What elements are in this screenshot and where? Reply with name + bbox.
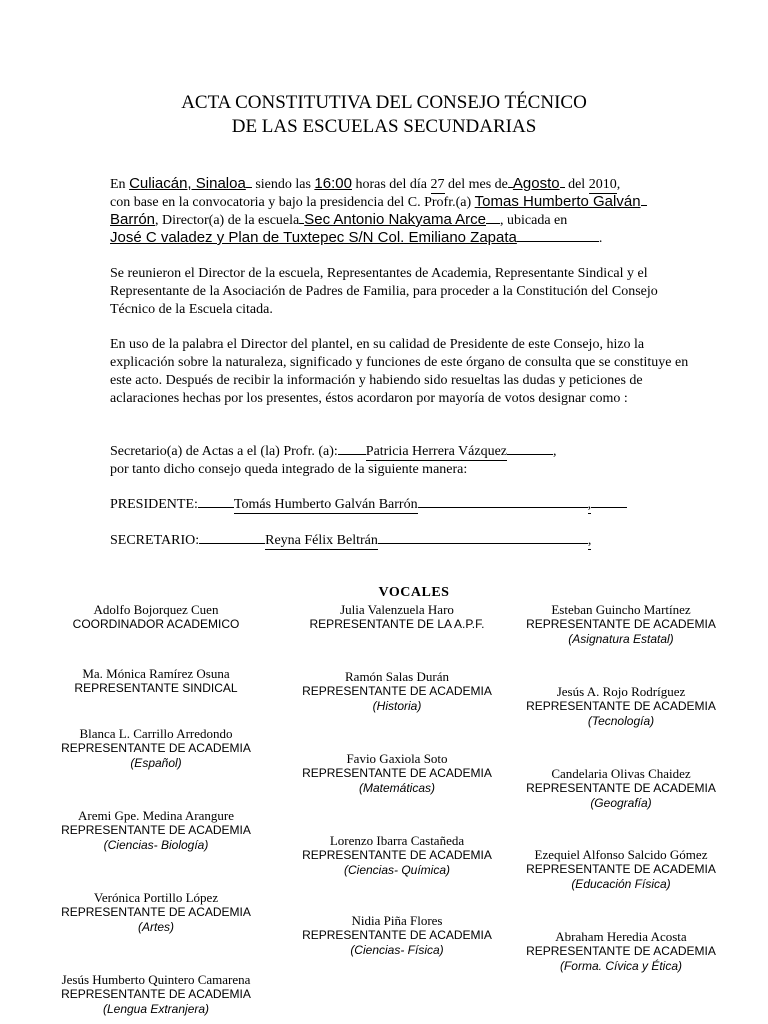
vocal-area: (Ciencias- Biología) — [103, 838, 209, 852]
blank — [378, 543, 588, 544]
vocal-area: (Matemáticas) — [358, 781, 435, 795]
vocal-area: (Ciencias- Química) — [343, 863, 451, 877]
intro-text: del — [564, 177, 589, 192]
vocal-entry — [282, 751, 512, 796]
blank — [418, 507, 588, 508]
vocal-entry — [506, 602, 736, 647]
vocal-entry — [282, 669, 512, 714]
vocal-entry — [41, 808, 271, 853]
paragraph-explicacion: En uso de la palabra el Director del plantel, en su calidad de Presidente de este Consejo, hizo la explicación sobre la naturaleza, significado y funciones de este órgano de consulta que se constituye en este acto. Después de recibir la información y habiendo sido resueltas las dudas y peticiones de aclaraciones hechas por los presentes, éstos acordaron por mayoría de votos designar como : — [110, 337, 689, 406]
presidente-label: PRESIDENTE: — [110, 497, 198, 512]
vocal-role: REPRESENTANTE DE ACADEMIA — [526, 862, 716, 876]
vocal-name: Candelaria Olivas Chaidez — [551, 766, 691, 781]
vocal-entry — [41, 890, 271, 935]
vocal-entry — [506, 847, 736, 892]
secretario-line — [110, 533, 591, 550]
document-title-line2: DE LAS ESCUELAS SECUNDARIAS — [231, 116, 537, 137]
vocal-name: Abraham Heredia Acosta — [555, 929, 687, 944]
punctuation: , — [587, 533, 592, 548]
secretario-label: SECRETARIO: — [110, 533, 200, 548]
punctuation: , — [553, 444, 557, 459]
blank — [591, 507, 627, 508]
blank — [338, 454, 366, 455]
vocal-name: Esteban Guincho Martínez — [551, 602, 691, 617]
intro-text: , Director(a) de la escuela — [155, 213, 300, 228]
time-field: 16:00 — [314, 175, 352, 192]
vocal-name: Julia Valenzuela Haro — [340, 602, 454, 617]
intro-text: horas del día — [351, 177, 431, 192]
intro-text: del mes de — [444, 177, 508, 192]
vocal-role: REPRESENTANTE DE ACADEMIA — [61, 905, 251, 919]
vocal-entry — [282, 913, 512, 958]
vocal-area: (Educación Física) — [571, 877, 671, 891]
presidente-name: Tomás Humberto Galván Barrón — [233, 497, 418, 512]
vocal-name: Nidia Piña Flores — [351, 913, 443, 928]
intro-text: , — [616, 177, 621, 192]
vocal-role: REPRESENTANTE DE ACADEMIA — [61, 823, 251, 837]
vocal-area: (Tecnología) — [587, 714, 655, 728]
school-field: Sec Antonio Nakyama Arce — [304, 211, 486, 228]
vocal-entry — [506, 684, 736, 729]
vocal-name: Blanca L. Carrillo Arredondo — [79, 726, 233, 741]
vocal-role: REPRESENTANTE DE ACADEMIA — [302, 684, 492, 698]
secretario-name: Reyna Félix Beltrán — [265, 533, 378, 548]
integrado-line: por tanto dicho consejo queda integrado de la siguiente manera: — [110, 462, 468, 477]
presidente-line — [110, 497, 627, 514]
vocal-area: (Español) — [130, 756, 182, 770]
vocal-entry — [41, 602, 271, 632]
vocal-area: (Ciencias- Física) — [350, 943, 444, 957]
profr-name-part2: Barrón — [110, 211, 156, 228]
vocal-area: (Asignatura Estatal) — [568, 632, 674, 646]
blank — [641, 205, 647, 206]
vocal-entry — [506, 766, 736, 811]
profr-name-part1: Tomas Humberto Galván — [474, 193, 641, 210]
paragraph-reunion: Se reunieron el Director de la escuela, Representantes de Academia, Representante Sindical y el Representante de la Asociación de Padres de Familia, para proceder a la Constitución del Consejo Técnico de la Escuela citada. — [110, 266, 658, 317]
secretario-actas-line — [110, 444, 557, 461]
intro-text: , ubicada en — [500, 213, 568, 228]
vocal-area: (Forma. Cívica y Ética) — [559, 959, 682, 973]
vocal-name: Jesús Humberto Quintero Camarena — [61, 972, 251, 987]
vocal-entry — [41, 972, 271, 1017]
vocal-role: REPRESENTANTE DE ACADEMIA — [61, 987, 251, 1001]
blank — [507, 454, 553, 455]
vocal-name: Jesús A. Rojo Rodríguez — [556, 684, 686, 699]
vocal-role: REPRESENTANTE SINDICAL — [74, 681, 238, 695]
vocal-role: REPRESENTANTE DE ACADEMIA — [302, 766, 492, 780]
vocal-name: Ezequiel Alfonso Salcido Gómez — [534, 847, 708, 862]
intro-line-4 — [110, 229, 602, 247]
vocal-role: REPRESENTANTE DE LA A.P.F. — [309, 617, 485, 631]
vocal-entry — [506, 929, 736, 974]
intro-line-3 — [110, 211, 567, 229]
punctuation: , — [587, 497, 592, 512]
vocal-entry — [41, 726, 271, 771]
vocal-entry — [41, 666, 271, 696]
intro-line-2 — [110, 193, 647, 211]
intro-line-1 — [110, 175, 620, 194]
vocal-role: REPRESENTANTE DE ACADEMIA — [526, 699, 716, 713]
document-title-line1: ACTA CONSTITUTIVA DEL CONSEJO TÉCNICO — [181, 92, 587, 113]
intro-text: con base en la convocatoria y bajo la presidencia del C. Profr.(a) — [110, 195, 475, 210]
blank — [199, 543, 265, 544]
vocal-name: Verónica Portillo López — [93, 890, 219, 905]
vocal-name: Favio Gaxiola Soto — [346, 751, 448, 766]
vocal-name: Lorenzo Ibarra Castañeda — [329, 833, 465, 848]
vocal-name: Adolfo Bojorquez Cuen — [93, 602, 219, 617]
vocal-area: (Historia) — [372, 699, 422, 713]
blank — [517, 241, 599, 242]
intro-text: En — [110, 177, 130, 192]
secretario-actas-name: Patricia Herrera Vázquez — [365, 444, 507, 459]
vocales-heading: VOCALES — [378, 585, 450, 600]
vocal-name: Ma. Mónica Ramírez Osuna — [82, 666, 230, 681]
vocal-role: REPRESENTANTE DE ACADEMIA — [526, 617, 716, 631]
vocal-area: (Artes) — [138, 920, 174, 934]
vocal-role: REPRESENTANTE DE ACADEMIA — [526, 944, 716, 958]
vocal-name: Ramón Salas Durán — [345, 669, 449, 684]
vocal-name: Aremi Gpe. Medina Arangure — [78, 808, 234, 823]
day-field: 27 — [430, 177, 445, 192]
blank — [486, 223, 500, 224]
vocal-role: REPRESENTANTE DE ACADEMIA — [526, 781, 716, 795]
blank — [198, 507, 234, 508]
intro-text: . — [598, 231, 603, 246]
intro-text: siendo las — [251, 177, 315, 192]
vocal-entry — [282, 602, 512, 632]
address-field: José C valadez y Plan de Tuxtepec S/N Col. Emiliano Zapata — [110, 229, 517, 246]
year-field: 2010 — [588, 177, 617, 192]
vocal-role: REPRESENTANTE DE ACADEMIA — [61, 741, 251, 755]
month-field: Agosto — [512, 175, 560, 192]
vocal-role: REPRESENTANTE DE ACADEMIA — [302, 928, 492, 942]
vocal-role: REPRESENTANTE DE ACADEMIA — [302, 848, 492, 862]
vocal-entry — [282, 833, 512, 878]
city-field: Culiacán, Sinaloa — [129, 175, 246, 192]
vocal-area: (Geografía) — [590, 796, 652, 810]
vocal-area: (Lengua Extranjera) — [102, 1002, 210, 1016]
vocal-role: COORDINADOR ACADEMICO — [72, 617, 240, 631]
secretario-actas-label: Secretario(a) de Actas a el (la) Profr. (a): — [110, 444, 338, 459]
